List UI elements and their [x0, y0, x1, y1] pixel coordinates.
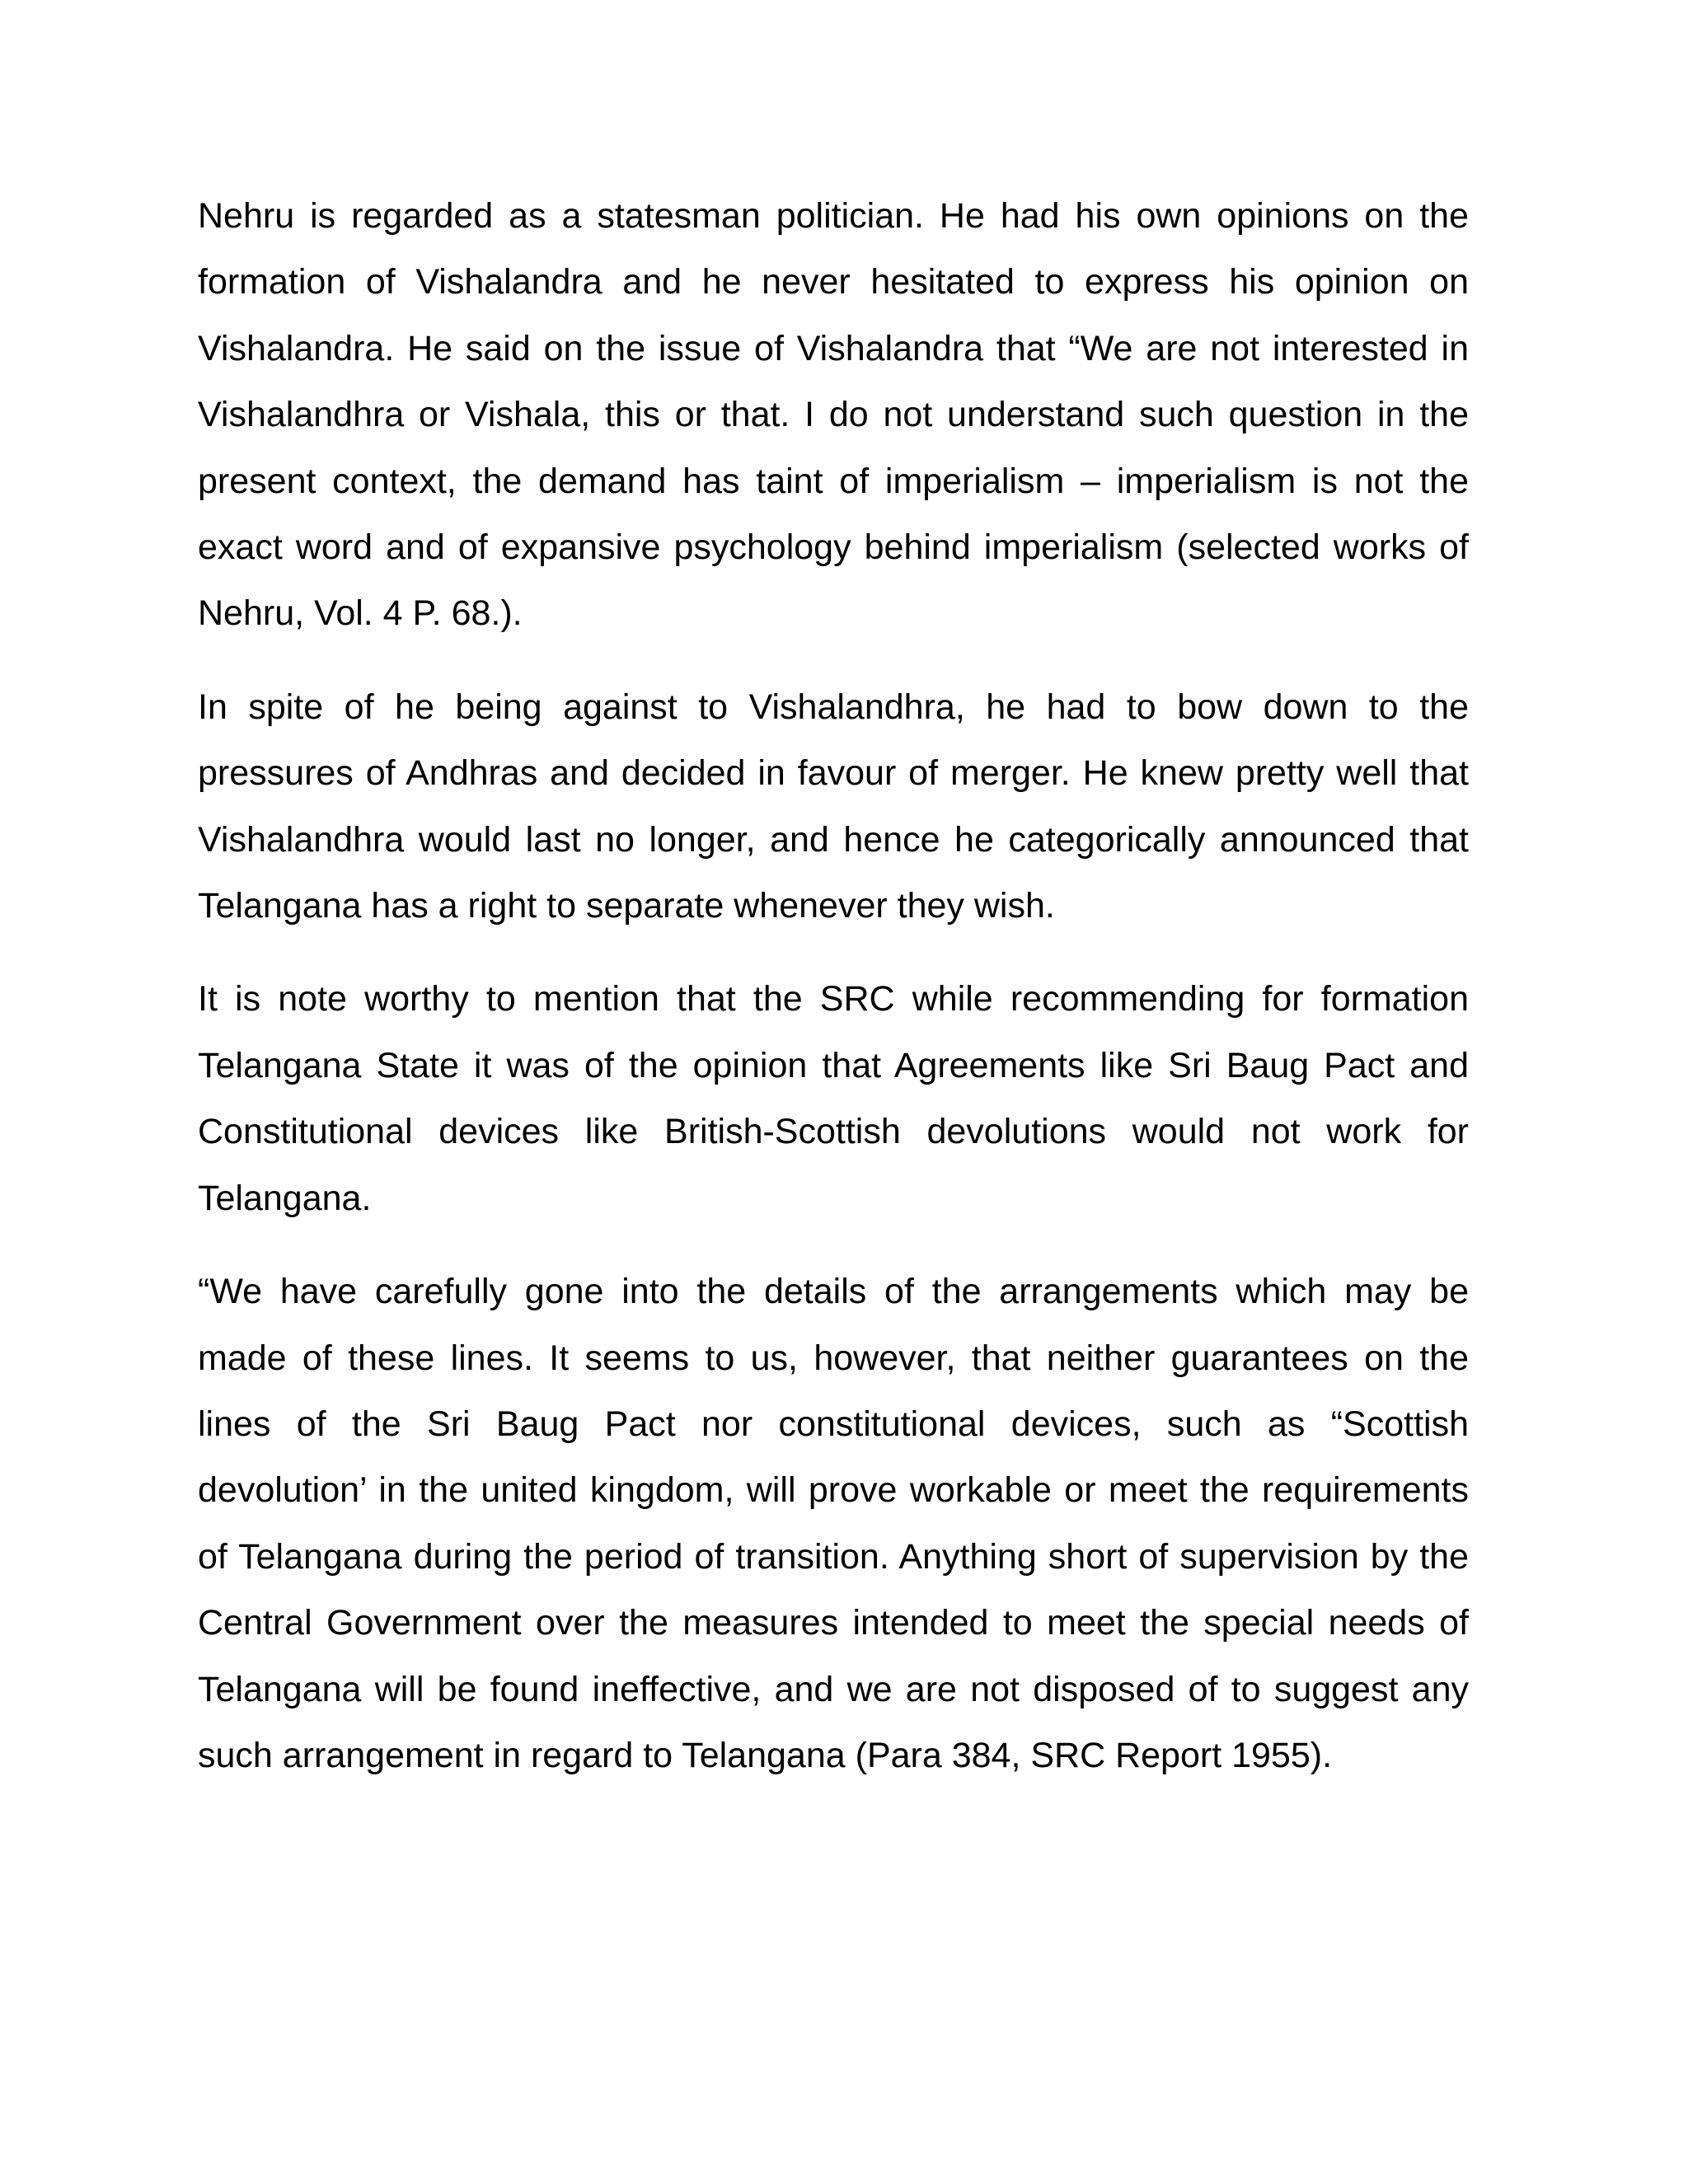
document-body — [198, 183, 1469, 1788]
paragraph-nehru-opinion: Nehru is regarded as a statesman politician. He had his own opinions on the formation of Vishalandra and he never hesitated to express his opinion on Vishalandra. He said on the issue of Vishalandra that “We are not interested in Vishalandhra or Vishala, this or that. I do not understand such question in the present context, the demand has taint of imperialism – imperialism is not the exact word and of expansive psychology behind imperialism (selected works of Nehru, Vol. 4 P. 68.). — [198, 196, 1469, 634]
paragraph-src-quote: “We have carefully gone into the details of the arrangements which may be made of these lines. It seems to us, however, that neither guarantees on the lines of the Sri Baug Pact nor constitutional devices, such as “Scottish devolution’ in the united kingdom, will prove workable or meet the requirements of Telangana during the period of transition. Anything short of supervision by the Central Government over the measures intended to meet the special needs of Telangana will be found ineffective, and we are not disposed of to suggest any such arrangement in regard to Telangana (Para 384, SRC Report 1955). — [198, 1272, 1469, 1775]
paragraph-merger: In spite of he being against to Vishalandhra, he had to bow down to the pressures of Andhras and decided in favour of merger. He knew pretty well that Vishalandhra would last no longer, and hence he categorically announced that Telangana has a right to separate whenever they wish. — [198, 687, 1469, 926]
paragraph-src-opinion: It is note worthy to mention that the SRC while recommending for formation Telangana State it was of the opinion that Agreements like Sri Baug Pact and Constitutional devices like British-Scottish devolutions would not work for Telangana. — [198, 979, 1469, 1218]
